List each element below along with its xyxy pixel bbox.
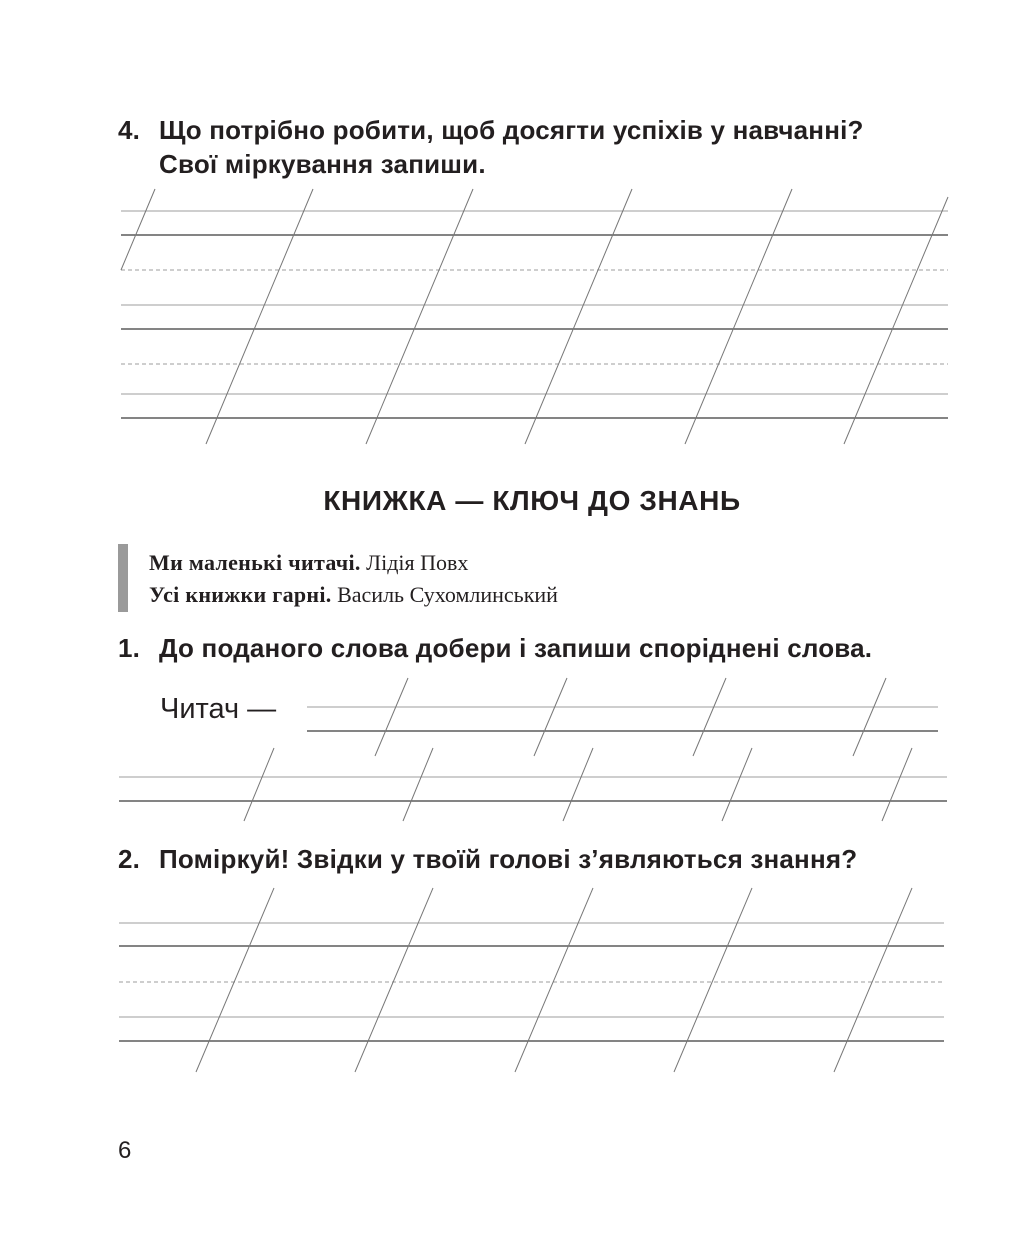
section-title: КНИЖКА — КЛЮЧ ДО ЗНАНЬ [323,485,741,516]
reading-title: Усі книжки гарні. [149,582,332,607]
task-4-number: 4. [118,115,141,145]
task-1-number: 1. [118,633,141,663]
page-number: 6 [118,1137,132,1164]
reading-title: Ми маленькі читачі. [149,550,361,575]
task-1-instruction: До поданого слова добери і запиши споріднені слова. [159,633,873,663]
task-4-question-line-1: Що потрібно робити, щоб досягти успіхів у навчанні? [159,115,864,145]
reading-author: Лідія Повх [366,550,469,575]
reading-author: Василь Сухомлинський [337,582,558,607]
given-word: Читач — [160,693,277,725]
task-2-question: Поміркуй! Звідки у твоїй голові з’являються знання? [159,844,858,874]
task-4-question-line-2: Свої міркування запиши. [159,149,486,179]
task-2-number: 2. [118,844,141,874]
